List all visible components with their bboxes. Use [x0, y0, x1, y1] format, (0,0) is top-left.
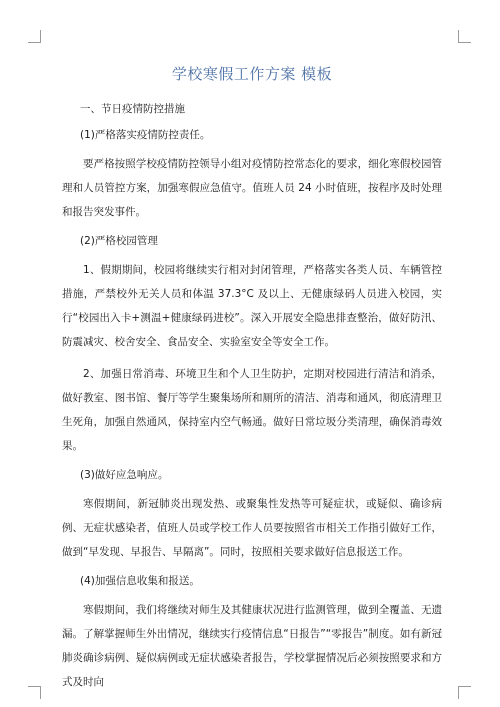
- margin-mark-bottom-right: [458, 686, 471, 699]
- section-heading: 一、节日疫情防控措施: [80, 103, 185, 115]
- paragraph-1: 要严格按照学校疫情防控领导小组对疫情防控常态化的要求，细化寒假校园管理和人员管控方案，加强寒假应急值守。值班人员 24 小时值班，按程序及时处理和报告突发事件。: [62, 158, 442, 218]
- margin-mark-top-left: [28, 30, 41, 43]
- paragraph-2: 1、假期期间，校园将继续实行相对封闭管理，严格落实各类人员、车辆管控措施，严禁校外无关人员和体温 37.3°C 及以上、无健康绿码人员进入校园，实行“校园出入卡+测温+健康绿码进校”。深入开展安全隐患排查整治，做好防汛、防震减灾、校舍安全、食品安全、实验室安全等安全工作。: [62, 264, 442, 348]
- sub-heading-4: (4)加强信息收集和报送。: [80, 575, 200, 587]
- document-body: [62, 60, 442, 694]
- margin-mark-top-right: [458, 30, 471, 43]
- document-title: 学校寒假工作方案 模板: [171, 65, 333, 83]
- paragraph-5: 寒假期间，我们将继续对师生及其健康状况进行监测管理，做到全覆盖、无遗漏。了解掌握师生外出情况，继续实行疫情信息“日报告”“零报告”制度。如有新冠肺炎确诊病例、疑似病例或无症状感染者报告，学校掌握情况后必须按照要求和方式及时向: [62, 604, 442, 688]
- paragraph-4: 寒假期间，新冠肺炎出现发热、或聚集性发热等可疑症状，或疑似、确诊病例、无症状感染者，值班人员或学校工作人员要按照省市相关工作指引做好工作，做到“早发现、早报告、早隔离”。同时，按照相关要求做好信息报送工作。: [62, 498, 442, 558]
- sub-heading-2: (2)严格校园管理: [80, 235, 158, 247]
- sub-heading-1: (1)严格落实疫情防控责任。: [80, 129, 211, 141]
- paragraph-3: 2、加强日常消毒、环境卫生和个人卫生防护，定期对校园进行清洁和消杀，做好教室、图书馆、餐厅等学生聚集场所和厕所的清洁、消毒和通风，彻底清理卫生死角，加强自然通风，保持室内空气畅通。做好日常垃圾分类清理，确保消毒效果。: [62, 368, 442, 452]
- margin-mark-bottom-left: [28, 686, 41, 699]
- sub-heading-3: (3)做好应急响应。: [80, 469, 169, 481]
